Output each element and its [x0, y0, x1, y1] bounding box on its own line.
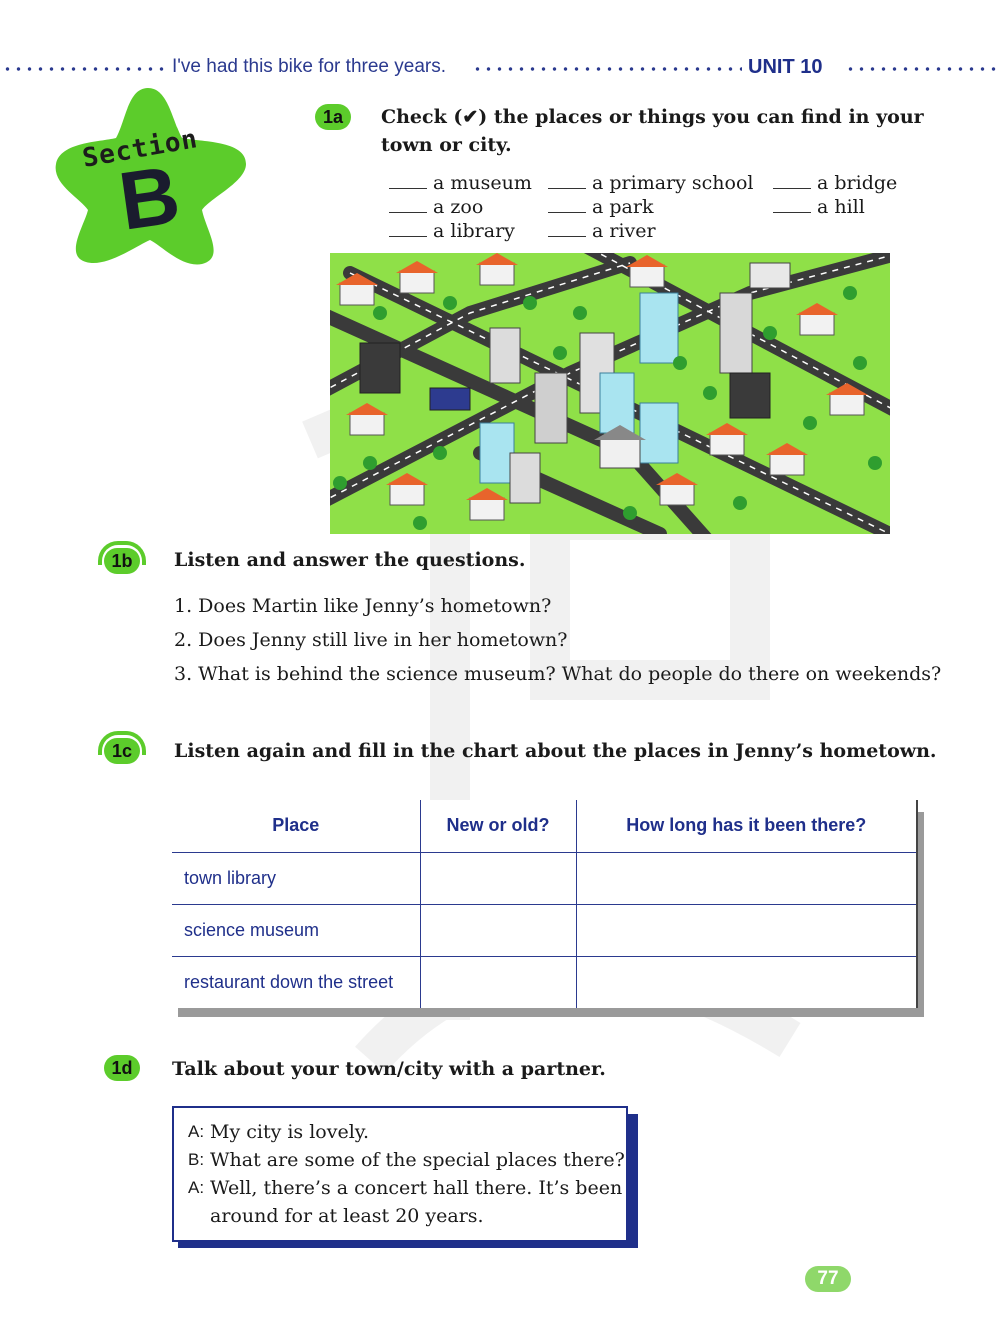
- check-blank[interactable]: [773, 175, 811, 189]
- task-1a-instruction-line1: Check (✔) the places or things you can find in your: [381, 106, 924, 128]
- task-1d-badge: 1d: [104, 1055, 140, 1081]
- unit-label: UNIT 10: [748, 56, 823, 78]
- table-row: [172, 904, 916, 956]
- place-cell: science museum: [172, 904, 420, 956]
- task-1a-instruction: [381, 103, 941, 159]
- task-1a-instruction-line2: town or city.: [381, 134, 512, 156]
- answer-cell-new-old[interactable]: [420, 852, 576, 904]
- option-label: a hill: [817, 196, 865, 218]
- option-museum[interactable]: [389, 172, 532, 194]
- option-zoo[interactable]: [389, 196, 483, 218]
- table-header-row: [172, 800, 916, 852]
- option-label: a zoo: [433, 196, 484, 218]
- section-letter: B: [113, 149, 186, 248]
- place-cell: town library: [172, 852, 420, 904]
- task-1d-instruction: Talk about your town/city with a partner.: [172, 1058, 606, 1080]
- check-blank[interactable]: [548, 199, 586, 213]
- task-1a-badge: 1a: [315, 104, 351, 130]
- check-blank[interactable]: [389, 175, 427, 189]
- option-primary-school[interactable]: [548, 172, 753, 194]
- lesson-title: I've had this bike for three years.: [172, 56, 446, 77]
- answer-cell-how-long[interactable]: [576, 956, 916, 1008]
- answer-cell-new-old[interactable]: [420, 956, 576, 1008]
- dialogue-line: [188, 1118, 626, 1146]
- dialogue-line: [188, 1202, 626, 1230]
- speaker-label: [188, 1202, 210, 1230]
- option-label: a park: [592, 196, 654, 218]
- dialogue-text: around for at least 20 years.: [210, 1205, 484, 1227]
- dialogue-line: [188, 1146, 626, 1174]
- place-cell: restaurant down the street: [184, 971, 394, 992]
- dialogue-text: My city is lovely.: [210, 1121, 370, 1143]
- option-label: a primary school: [592, 172, 754, 194]
- answer-cell-how-long[interactable]: [576, 904, 916, 956]
- check-blank[interactable]: [389, 223, 427, 237]
- header-how-long: How long has it been there?: [576, 800, 916, 852]
- task-1b-badge: 1b: [104, 548, 140, 574]
- answer-cell-how-long[interactable]: [576, 852, 916, 904]
- section-word: Section: [80, 124, 201, 174]
- check-blank[interactable]: [773, 199, 811, 213]
- dialogue-line: [188, 1174, 626, 1202]
- dialogue-box: [172, 1106, 628, 1242]
- option-label: a bridge: [817, 172, 898, 194]
- question-1: 1. Does Martin like Jenny’s hometown?: [174, 595, 552, 617]
- header-place: Place: [172, 800, 420, 852]
- speaker-label: A:: [188, 1178, 205, 1197]
- header-dots-left: [2, 67, 168, 71]
- check-blank[interactable]: [548, 175, 586, 189]
- option-label: a museum: [433, 172, 532, 194]
- question-2: 2. Does Jenny still live in her hometown?: [174, 629, 568, 651]
- header-dots-middle: [472, 67, 742, 71]
- option-library[interactable]: [389, 220, 515, 242]
- option-river[interactable]: [548, 220, 656, 242]
- places-chart: [172, 800, 918, 1008]
- option-label: a river: [592, 220, 656, 242]
- header-new-or-old: New or old?: [420, 800, 576, 852]
- option-bridge[interactable]: [773, 172, 897, 194]
- places-table: [172, 800, 916, 1008]
- speaker-label: A:: [188, 1122, 205, 1141]
- dialogue-text: Well, there’s a concert hall there. It’s been: [210, 1177, 623, 1199]
- table-row: [172, 852, 916, 904]
- dialogue-text: What are some of the special places there?: [210, 1149, 625, 1171]
- question-3: 3. What is behind the science museum? What do people do there on weekends?: [174, 663, 942, 685]
- page-number: 77: [805, 1266, 851, 1292]
- check-blank[interactable]: [548, 223, 586, 237]
- option-park[interactable]: [548, 196, 653, 218]
- table-row: [172, 956, 916, 1008]
- city-illustration: [330, 253, 890, 534]
- option-label: a library: [433, 220, 515, 242]
- task-1b-instruction: Listen and answer the questions.: [174, 549, 526, 571]
- answer-cell-new-old[interactable]: [420, 904, 576, 956]
- task-1c-badge: 1c: [104, 738, 140, 764]
- header-dots-right: [845, 67, 997, 71]
- check-blank[interactable]: [389, 199, 427, 213]
- option-hill[interactable]: [773, 196, 865, 218]
- speaker-label: B:: [188, 1150, 205, 1169]
- task-1c-instruction: Listen again and fill in the chart about the places in Jenny’s hometown.: [174, 740, 937, 762]
